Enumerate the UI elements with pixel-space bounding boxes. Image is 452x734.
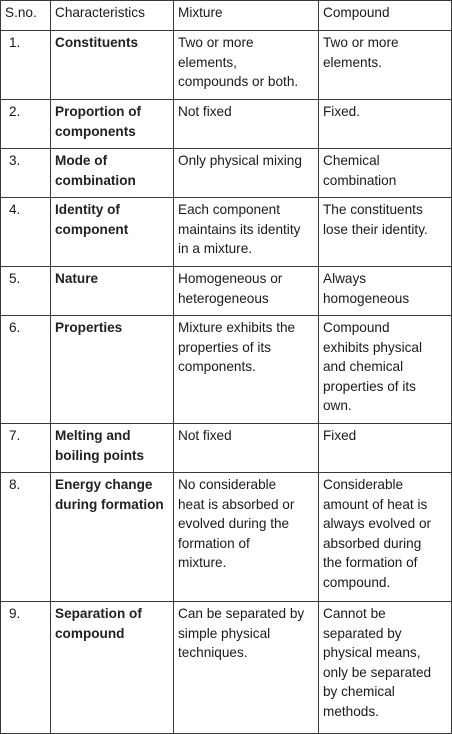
table-row [1, 149, 452, 198]
cell-text-line: components. [178, 359, 256, 374]
compound-cell [319, 100, 452, 149]
table-row [1, 424, 452, 473]
cell-text-line: The constituents [323, 202, 423, 217]
mixture-cell [174, 473, 319, 602]
cell-text-line: techniques. [178, 645, 248, 660]
table-row [1, 31, 452, 100]
compound-cell [319, 316, 452, 424]
cell-text-line: Two or more [178, 35, 254, 50]
cell-text-line: Not fixed [178, 104, 232, 119]
cell-text-line: own. [323, 398, 352, 413]
mixture-cell [174, 100, 319, 149]
mixture-cell [174, 267, 319, 316]
characteristic-cell [51, 473, 174, 602]
compound-cell [319, 424, 452, 473]
cell-text-line: compounds or both. [178, 74, 299, 89]
cell-text-line: methods. [323, 703, 379, 719]
table-row [1, 473, 452, 602]
cell-text-line: combination [323, 172, 397, 188]
header-characteristics: Characteristics [51, 1, 174, 31]
cell-text-line: Only physical mixing [178, 153, 302, 168]
cell-text-line: Homogeneous or [178, 271, 283, 286]
cell-text-line: physical means, [323, 645, 421, 660]
cell-text-line: Constituents [55, 35, 139, 50]
cell-text-line: elements. [323, 54, 382, 70]
cell-text-line: and chemical [323, 359, 404, 374]
mixture-cell [174, 198, 319, 267]
cell-text-line: Mixture exhibits the [178, 320, 296, 335]
cell-text-line: compound. [323, 574, 391, 590]
sno-cell: 6. [1, 316, 51, 424]
cell-text-line: properties of its [323, 378, 416, 394]
cell-text-line: Proportion of [55, 104, 142, 119]
cell-text-line: formation of [178, 535, 250, 551]
header-mixture: Mixture [174, 1, 319, 31]
cell-text-line: simple physical [178, 625, 271, 641]
characteristic-cell [51, 149, 174, 198]
cell-text-line: Can be separated by [178, 606, 305, 621]
sno-cell: 1. [1, 31, 51, 100]
table-row [1, 602, 452, 734]
cell-text-line: Compound [323, 320, 390, 335]
table-body [1, 31, 452, 734]
cell-text-line: only be separated [323, 664, 432, 680]
cell-text-line: elements, [178, 54, 237, 70]
cell-text-line: Cannot be [323, 606, 386, 621]
cell-text-line: properties of its [178, 339, 271, 355]
characteristic-cell [51, 424, 174, 473]
cell-text-line: Mode of [55, 153, 108, 168]
cell-text-line: exhibits physical [323, 339, 422, 355]
cell-text-line: Melting and [55, 428, 131, 443]
cell-text-line: maintains its identity [178, 221, 301, 237]
sno-cell: 4. [1, 198, 51, 267]
characteristic-cell [51, 602, 174, 734]
cell-text-line: Two or more [323, 35, 399, 50]
cell-text-line: mixture. [178, 555, 227, 570]
compound-cell [319, 473, 452, 602]
cell-text-line: always evolved or [323, 516, 432, 531]
table-row [1, 198, 452, 267]
cell-text-line: combination [55, 172, 136, 188]
cell-text-line: lose their identity. [323, 221, 428, 237]
cell-text-line: Always [323, 271, 367, 286]
cell-text-line: component [55, 221, 129, 237]
cell-text-line: during formation [55, 496, 164, 512]
table-row [1, 316, 452, 424]
cell-text-line: Fixed. [323, 104, 361, 119]
compound-cell [319, 31, 452, 100]
cell-text-line: No considerable [178, 477, 277, 492]
sno-cell: 8. [1, 473, 51, 602]
table-row [1, 267, 452, 316]
cell-text-line: Separation of [55, 606, 142, 621]
cell-text-line: the formation of [323, 555, 418, 570]
sno-cell: 2. [1, 100, 51, 149]
compound-cell [319, 602, 452, 734]
header-row [1, 1, 452, 31]
characteristic-cell [51, 316, 174, 424]
mixture-cell [174, 31, 319, 100]
cell-text-line: Identity of [55, 202, 120, 217]
cell-text-line: Considerable [323, 477, 404, 492]
cell-text-line: Nature [55, 271, 99, 286]
characteristic-cell [51, 198, 174, 267]
cell-text-line: Chemical [323, 153, 380, 168]
table-row [1, 100, 452, 149]
header-compound: Compound [319, 1, 452, 31]
cell-text-line: heterogeneous [178, 290, 269, 306]
characteristic-cell [51, 31, 174, 100]
cell-text-line: in a mixture. [178, 241, 253, 256]
cell-text-line: absorbed during [323, 535, 422, 551]
cell-text-line: boiling points [55, 447, 145, 463]
cell-text-line: Properties [55, 320, 123, 335]
cell-text-line: amount of heat is [323, 496, 428, 512]
cell-text-line: homogeneous [323, 290, 410, 306]
cell-text-line: Each component [178, 202, 281, 217]
compound-cell [319, 149, 452, 198]
mixture-cell [174, 316, 319, 424]
header-sno: S.no. [1, 1, 51, 31]
compound-cell [319, 198, 452, 267]
cell-text-line: Energy change [55, 477, 153, 492]
cell-text-line: by chemical [323, 684, 395, 699]
sno-cell: 7. [1, 424, 51, 473]
cell-text-line: compound [55, 625, 125, 641]
sno-cell: 3. [1, 149, 51, 198]
cell-text-line: Fixed [323, 428, 357, 443]
cell-text-line: components [55, 123, 136, 139]
compound-cell [319, 267, 452, 316]
cell-text-line: separated by [323, 625, 402, 641]
mixture-cell [174, 149, 319, 198]
characteristic-cell [51, 100, 174, 149]
sno-cell: 5. [1, 267, 51, 316]
sno-cell: 9. [1, 602, 51, 734]
characteristic-cell [51, 267, 174, 316]
mixture-cell [174, 424, 319, 473]
cell-text-line: evolved during the [178, 516, 290, 531]
cell-text-line: heat is absorbed or [178, 496, 295, 512]
mixture-cell [174, 602, 319, 734]
cell-text-line: Not fixed [178, 428, 232, 443]
